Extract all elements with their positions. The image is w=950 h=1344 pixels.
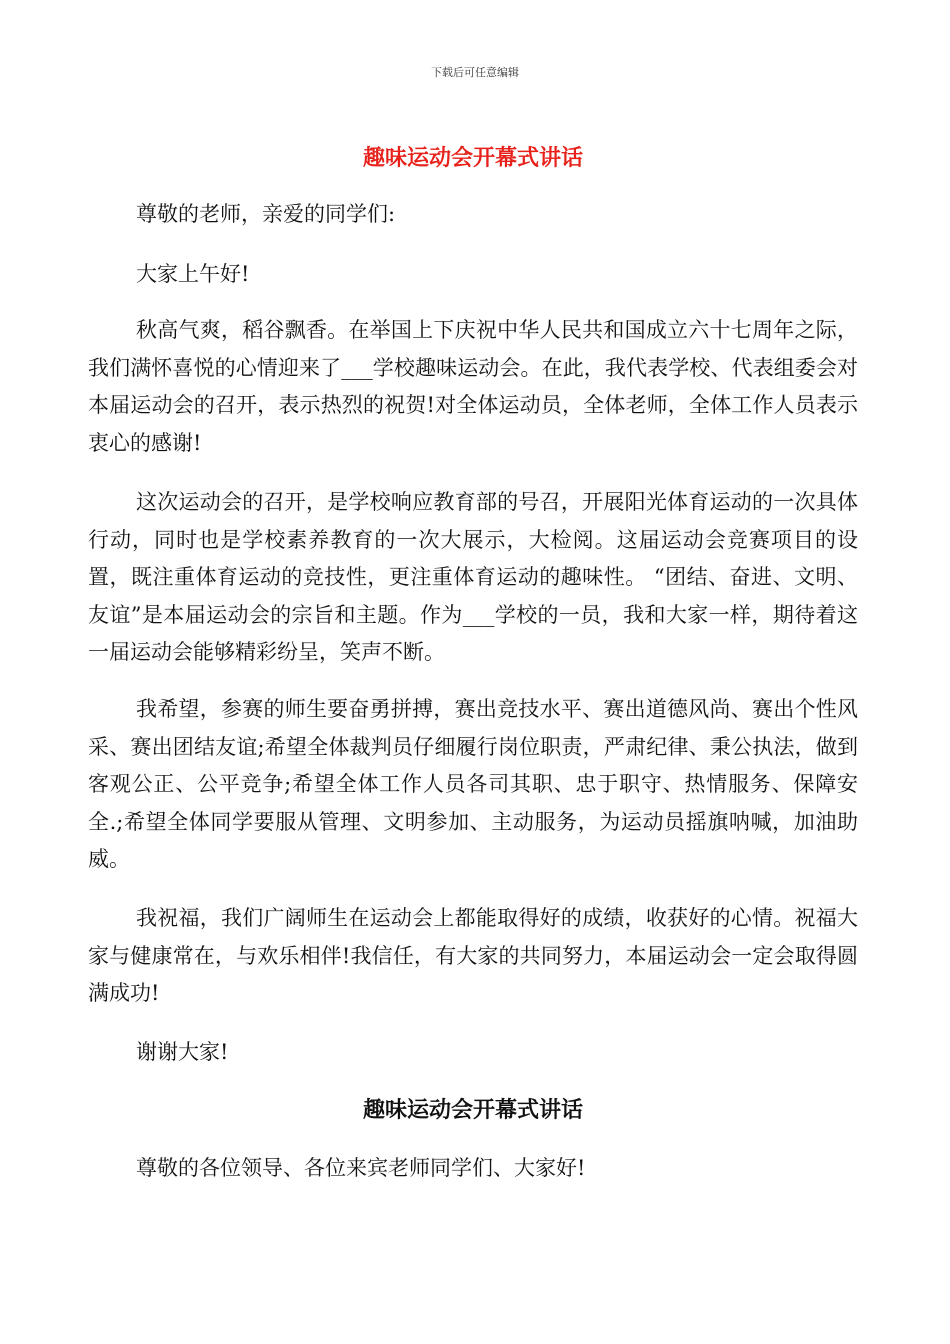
second-speech-salutation: 尊敬的各位领导、各位来宾老师同学们、大家好! [136, 1156, 586, 1180]
paragraph-1: 秋高气爽，稻谷飘香。在举国上下庆祝中华人民共和国成立六十七周年之际，我们满怀喜悦的心情迎来了___学校趣味运动会。在此，我代表学校、代表组委会对本届运动会的召开，表示热烈的祝贺!对全体运动员，全体老师，全体工作人员表示衷心的感谢! [88, 318, 858, 455]
paragraph-4: 我祝福，我们广阔师生在运动会上都能取得好的成绩，收获好的心情。祝福大家与健康常在，与欢乐相伴!我信任，有大家的共同努力，本届运动会一定会取得圆满成功! [88, 906, 858, 1005]
second-speech-title: 趣味运动会开幕式讲话 [362, 1097, 583, 1123]
page-header-note: 下载后可任意编辑 [431, 66, 519, 79]
closing-thanks: 谢谢大家! [136, 1040, 229, 1064]
paragraph-2: 这次运动会的召开，是学校响应教育部的号召，开展阳光体育运动的一次具体行动，同时也是学校素养教育的一次大展示，大检阅。这届运动会竞赛项目的设置，既注重体育运动的竞技性，更注重体育运动的趣味性。 “团结、奋进、文明、友谊”是本届运动会的宗旨和主题。作为___学校的一员，我和大家一样，期待着这一届运动会能够精彩纷呈，笑声不断。 [88, 490, 858, 664]
paragraph-3: 我希望，参赛的师生要奋勇拼搏，赛出竞技水平、赛出道德风尚、赛出个性风采、赛出团结友谊;希望全体裁判员仔细履行岗位职责，严肃纪律、秉公执法，做到客观公正、公平竞争;希望全体工作人员各司其职、忠于职守、热情服务、保障安全.;希望全体同学要服从管理、文明参加、主动服务，为运动员摇旗呐喊，加油助威。 [88, 697, 858, 871]
document-title: 趣味运动会开幕式讲话 [362, 145, 583, 171]
greeting: 大家上午好! [136, 262, 250, 286]
salutation: 尊敬的老师，亲爱的同学们: [136, 202, 396, 226]
